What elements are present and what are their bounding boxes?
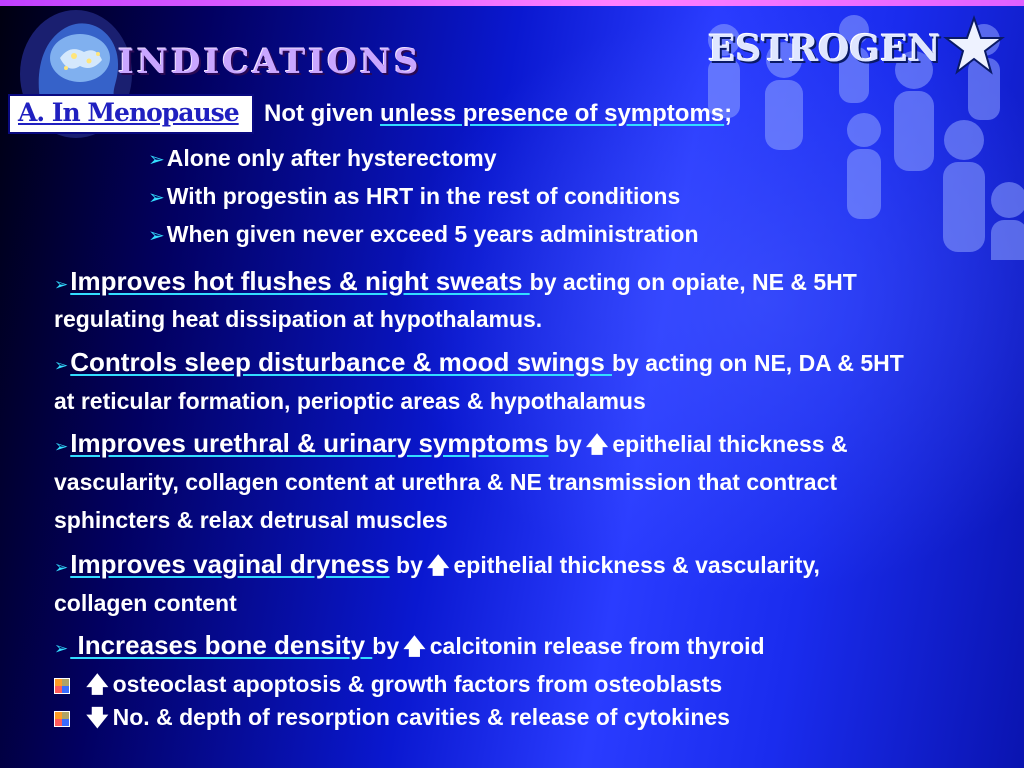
estrogen-logo: [708, 14, 1008, 84]
point-sleep: [54, 347, 904, 378]
intro-prefix: Not given: [264, 100, 381, 127]
sub-bullet-text: Alone only after hysterectomy: [166, 145, 497, 171]
point-bone-density: [54, 630, 765, 668]
point-continuation: collagen content: [54, 590, 237, 616]
point-text: epithelial thickness &: [612, 431, 848, 457]
arrowhead-icon: ➢: [54, 356, 69, 375]
arrowhead-icon: ➢: [148, 149, 165, 171]
point-urethral: [54, 428, 848, 466]
sub-bullet: [148, 221, 699, 248]
point-continuation: sphincters & relax detrusal muscles: [54, 507, 448, 533]
arrowhead-icon: ➢: [54, 437, 69, 456]
section-subtitle: A. In Menopause: [18, 98, 239, 127]
point-text: by: [548, 431, 582, 457]
arrowhead-icon: ➢: [54, 558, 69, 577]
point-continuation: vascularity, collagen content at urethra & NE transmission that contract: [54, 469, 838, 495]
arrowhead-icon: ➢: [54, 275, 69, 294]
sub-bullet: [148, 183, 680, 210]
point-heading: Improves urethral & urinary symptoms: [70, 428, 549, 458]
sub-bullet-text: With progestin as HRT in the rest of conditions: [166, 183, 681, 209]
point-text: by: [372, 633, 400, 659]
arrowhead-icon: ➢: [148, 187, 165, 209]
up-arrow-icon: 🡅: [403, 634, 426, 659]
point-heading: Controls sleep disturbance & mood swings: [70, 347, 612, 377]
point-continuation: at reticular formation, perioptic areas & hypothalamus: [54, 388, 646, 414]
sub-point-text: No. & depth of resorption cavities & release of cytokines: [112, 704, 730, 730]
point-text: epithelial thickness & vascularity,: [453, 552, 820, 578]
star-icon: [942, 14, 1006, 78]
arrowhead-icon: ➢: [148, 225, 165, 247]
slide-title: INDICATIONS: [118, 42, 422, 82]
point-heading: Increases bone density: [70, 630, 373, 660]
point-text: by acting on NE, DA & 5HT: [612, 350, 904, 376]
up-arrow-icon: 🡅: [585, 432, 609, 457]
point-heading: Improves hot flushes & night sweats: [70, 266, 530, 296]
point-text: calcitonin release from thyroid: [429, 633, 765, 659]
sub-bullet: [148, 145, 497, 172]
intro-underlined: unless presence of symptoms: [380, 100, 725, 127]
point-text: by acting on opiate, NE & 5HT: [529, 269, 857, 295]
intro-line: [264, 100, 732, 128]
point-vaginal: [54, 549, 820, 587]
sub-point-text: osteoclast apoptosis & growth factors from osteoblasts: [112, 671, 723, 697]
sub-point: [54, 701, 730, 739]
square-bullet-icon: [54, 678, 70, 694]
intro-suffix: ;: [724, 100, 733, 127]
point-hot-flushes: [54, 266, 857, 297]
point-heading: Improves vaginal dryness: [70, 549, 390, 579]
sub-bullet-text: When given never exceed 5 years administration: [166, 221, 699, 247]
up-arrow-icon: 🡅: [86, 672, 109, 697]
logo-text: ESTROGEN: [708, 28, 941, 70]
square-bullet-icon: [54, 711, 70, 727]
point-continuation: regulating heat dissipation at hypothalamus.: [54, 306, 543, 332]
up-arrow-icon: 🡅: [426, 553, 450, 578]
point-text: by: [389, 552, 423, 578]
arrowhead-icon: ➢: [54, 639, 69, 658]
down-arrow-icon: 🡇: [86, 705, 109, 730]
